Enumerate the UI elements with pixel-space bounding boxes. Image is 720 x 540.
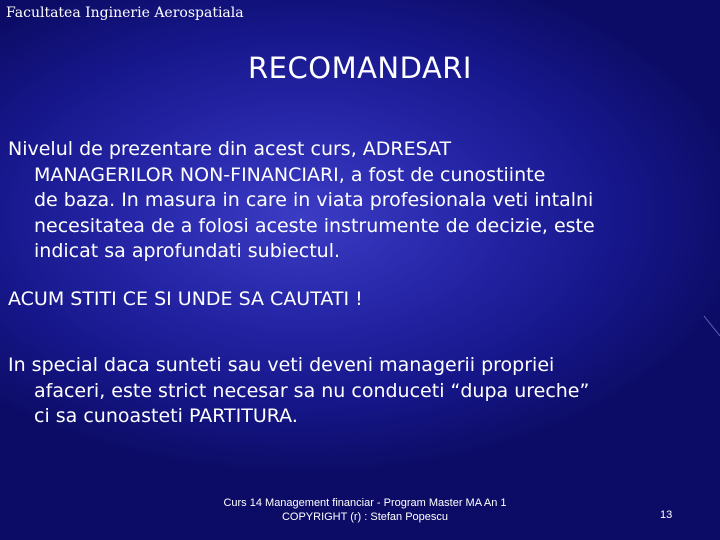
paragraph-emphasis bbox=[8, 287, 712, 313]
paragraph-line: ACUM STITI CE SI UNDE SA CAUTATI ! bbox=[8, 288, 363, 310]
page-number: 13 bbox=[660, 509, 673, 521]
paragraph-line: de baza. In masura in care in viata profesionala veti intalni bbox=[34, 189, 594, 211]
footer-course: Curs 14 Management financiar - Program Master MA An 1 bbox=[223, 497, 507, 509]
paragraph-line: afaceri, este strict necesar sa nu conduceti “dupa ureche” bbox=[34, 379, 590, 402]
paragraph-line: In special daca sunteti sau veti deveni managerii propriei bbox=[8, 354, 555, 376]
footer bbox=[195, 496, 535, 524]
paragraph-line: indicat sa aprofundati subiectul. bbox=[34, 240, 341, 262]
slide-title: RECOMANDARI bbox=[248, 51, 472, 85]
paragraph-line: necesitatea de a folosi aceste instrumente de decizie, este bbox=[34, 214, 595, 237]
paragraph-special bbox=[8, 353, 712, 430]
paragraph-line: MANAGERILOR NON-FINANCIARI, a fost de cunostiinte bbox=[34, 163, 546, 186]
paragraph-intro bbox=[8, 137, 712, 265]
paragraph-line: ci sa cunoasteti PARTITURA. bbox=[34, 405, 298, 427]
footer-copyright: COPYRIGHT (r) : Stefan Popescu bbox=[281, 511, 449, 523]
paragraph-line: Nivelul de prezentare din acest curs, ADRESAT bbox=[8, 138, 452, 160]
faculty-name: Facultatea Inginerie Aerospatiala bbox=[6, 5, 244, 21]
